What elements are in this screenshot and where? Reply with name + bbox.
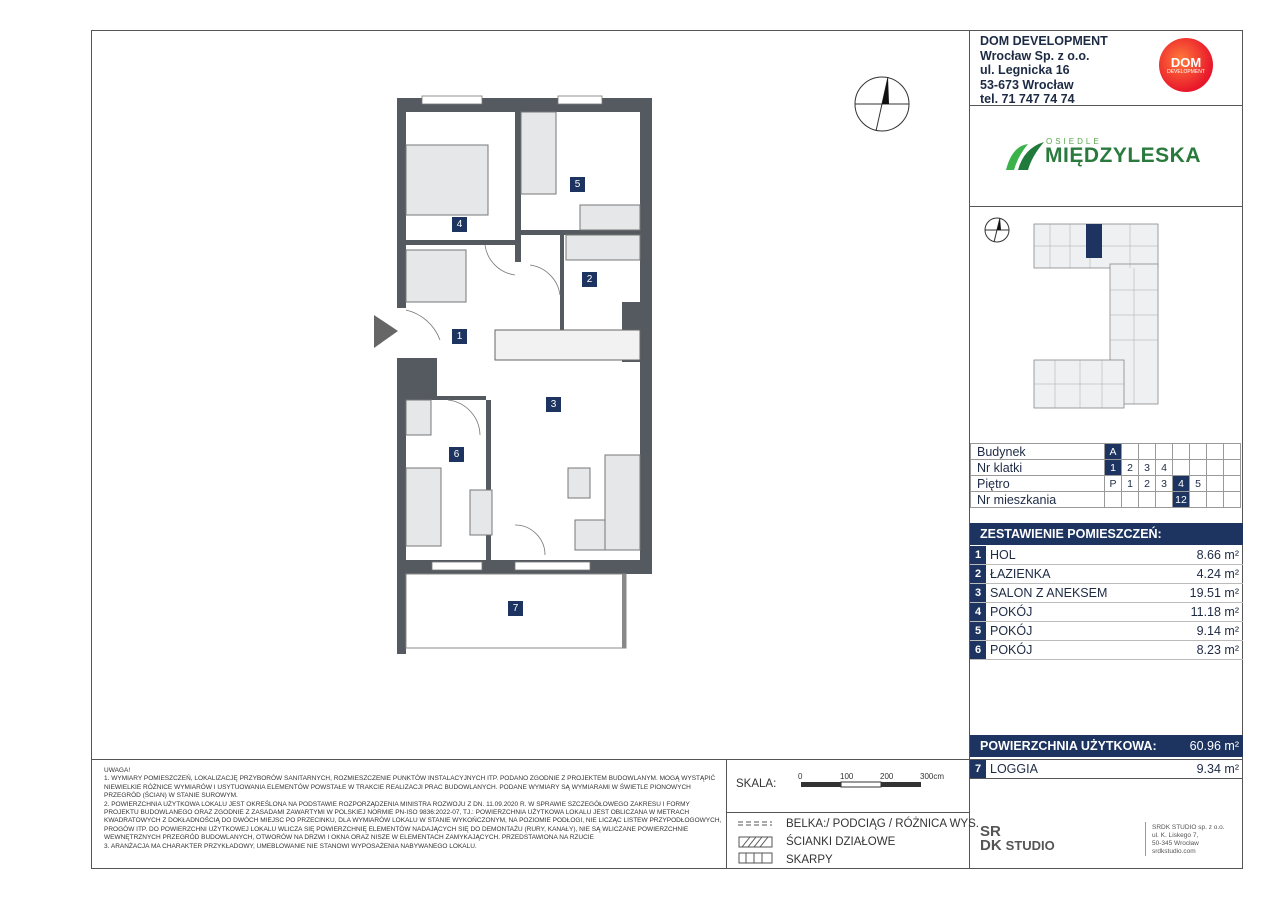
building-keyplan: [1030, 220, 1170, 412]
pietro-value: P: [1105, 476, 1122, 492]
divider: [969, 206, 1243, 207]
budynek-label: Budynek: [971, 444, 1105, 460]
room-name: ŁAZIENKA: [990, 567, 1051, 581]
pietro-value: 4: [1173, 476, 1190, 492]
room-area: 11.18 m²: [1190, 605, 1239, 619]
rooms-list: [970, 546, 1243, 660]
company-info: [980, 34, 1108, 107]
usable-area-value: 60.96 m²: [1189, 739, 1239, 753]
srdk-logo-word: STUDIO: [1005, 838, 1055, 853]
plan-label-room5: 5: [570, 177, 585, 192]
plan-label-loggia: 7: [508, 601, 523, 616]
plan-label-living: 3: [546, 397, 561, 412]
mieszkanie-label: Nr mieszkania: [971, 492, 1105, 508]
plan-label-hol: 1: [452, 329, 467, 344]
company-phone: tel. 71 747 74 74: [980, 92, 1075, 106]
keyplan-compass-icon: [983, 216, 1011, 244]
room-name: POKÓJ: [990, 643, 1033, 657]
room-area: 8.66 m²: [1196, 548, 1239, 562]
divider: [1145, 822, 1146, 856]
dom-logo-text: DOM: [1170, 54, 1202, 70]
srdk-logo-l2: DK: [980, 837, 1002, 854]
room-area: 19.51 m²: [1189, 586, 1239, 600]
loggia-row-wrap: [970, 760, 1243, 779]
studio-addr-1: SRDK STUDIO sp. z o.o.: [1152, 824, 1225, 831]
klatka-value: 3: [1139, 460, 1156, 476]
klatka-value: 1: [1105, 460, 1122, 476]
room-number: 2: [970, 565, 986, 583]
plan-label-bathroom: 2: [582, 272, 597, 287]
legend-partition: ŚCIANKI DZIAŁOWE: [786, 836, 896, 848]
room-number: 3: [970, 584, 986, 602]
notes-title: UWAGA!: [104, 767, 131, 774]
pietro-value: 1: [1122, 476, 1139, 492]
room-row: [970, 603, 1243, 622]
room-row: [970, 622, 1243, 641]
notes: [104, 767, 726, 851]
company-line2: Wrocław Sp. z o.o.: [980, 48, 1090, 63]
klatka-label: Nr klatki: [971, 460, 1105, 476]
dom-logo-sub: DEVELOPMENT: [1167, 68, 1205, 75]
dom-logo: [1159, 38, 1213, 92]
room-number: 5: [970, 622, 986, 640]
estate-leaf-icon: [1004, 138, 1046, 172]
room-row: [970, 546, 1243, 565]
scale-bar: [800, 781, 928, 789]
loggia-number: 7: [970, 760, 986, 778]
rooms-header: ZESTAWIENIE POMIESZCZEŃ:: [970, 523, 1243, 545]
studio-addr-2: ul. K. Liskego 7,: [1152, 832, 1199, 839]
studio-addr-3: 50-345 Wrocław: [1152, 840, 1199, 847]
scale-tick: 0: [798, 772, 803, 781]
note-3: 3. ARANŻACJA MA CHARAKTER PRZYKŁADOWY, UMEBLOWANIE NIE STANOWI WYPOSAŻENIA NABYWANEGO LOKALU.: [104, 842, 477, 850]
klatka-value: 2: [1122, 460, 1139, 476]
scale-tick: 200: [880, 772, 894, 781]
mieszkanie-value: 12: [1173, 492, 1190, 508]
loggia-name: LOGGIA: [990, 762, 1038, 776]
scale-tick: 100: [840, 772, 854, 781]
note-1: 1. WYMIARY POMIESZCZEŃ, LOKALIZACJĘ PRZYBORÓW SANITARNYCH, ROZMIESZCZENIE PUNKTÓW INSTALACYJNYCH ITP. PODANO ZGODNIE Z PROJEKTEM BUDOWLANYM. MOGĄ WYSTĄPIĆ NIEWIELKIE RÓŻNICE WYMIARÓW I USYTUOWANIA ELEMENTÓW POWSTAŁE W TRAKCIE REALIZACJI PRAC BUDOWLANYCH. PODANE WYMIARY SĄ WYMIARAMI W ŚWIETLE PIONOWYCH PRZEGRÓD (ŚCIAN) W STANIE SUROWYM.: [104, 775, 716, 800]
plan-label-room6: 6: [449, 447, 464, 462]
scale-label: SKALA:: [736, 778, 777, 790]
room-area: 8.23 m²: [1196, 643, 1239, 657]
room-name: SALON Z ANEKSEM: [990, 586, 1108, 600]
room-area: 9.14 m²: [1196, 624, 1239, 638]
floor-plan: [360, 90, 660, 660]
room-name: POKÓJ: [990, 605, 1033, 619]
usable-area-label: POWIERZCHNIA UŻYTKOWA:: [980, 739, 1157, 753]
divider: [726, 812, 969, 813]
room-name: POKÓJ: [990, 624, 1033, 638]
loggia-area: 9.34 m²: [1196, 762, 1239, 776]
srdk-logo: [980, 825, 1055, 853]
studio-addr-4: srdkstudio.com: [1152, 848, 1196, 855]
srdk-logo-l1: SR: [980, 823, 1001, 840]
legend-beam: BELKA:/ PODCIĄG / RÓŻNICA WYS.: [786, 818, 979, 830]
compass-icon: [852, 74, 912, 134]
pietro-value: 2: [1139, 476, 1156, 492]
room-row: [970, 565, 1243, 584]
room-row: [970, 584, 1243, 603]
legend-slope: SKARPY: [786, 854, 833, 866]
company-city: 53-673 Wrocław: [980, 77, 1074, 92]
klatka-value: 4: [1156, 460, 1173, 476]
plan-label-room4: 4: [452, 217, 467, 232]
divider: [726, 759, 727, 869]
company-street: ul. Legnicka 16: [980, 63, 1070, 77]
room-number: 6: [970, 641, 986, 659]
estate-name: MIĘDZYLESKA: [1045, 144, 1202, 167]
estate-prefix: OSIEDLE: [1046, 137, 1102, 146]
room-area: 4.24 m²: [1196, 567, 1239, 581]
room-number: 1: [970, 546, 986, 564]
room-name: HOL: [990, 548, 1016, 562]
pietro-value: 3: [1156, 476, 1173, 492]
usable-area-bar: [970, 735, 1243, 757]
building-info-table: [970, 443, 1241, 508]
legend-symbols: [736, 817, 776, 865]
room-number: 4: [970, 603, 986, 621]
scale-tick: 300cm: [920, 772, 945, 781]
budynek-value: A: [1105, 444, 1122, 460]
pietro-value: 5: [1190, 476, 1207, 492]
room-row: [970, 641, 1243, 660]
studio-address: [1152, 824, 1225, 856]
loggia-row: [970, 760, 1243, 779]
company-name: DOM DEVELOPMENT: [980, 34, 1108, 48]
pietro-label: Piętro: [971, 476, 1105, 492]
note-2: 2. POWIERZCHNIA UŻYTKOWA LOKALU JEST OKREŚLONA NA PODSTAWIE ROZPORZĄDZENIA MINISTRA ROZWOJU Z DN. 11.09.2020 R. W SPRAWIE SZCZEGÓŁOWEGO ZAKRESU I FORMY PROJEKTU BUDOWLANEGO ORAZ ZGODNIE Z ZASADAMI ZAWARTYMI W POLSKIEJ NORMIE PN-ISO 9836:2022-07, TJ.: POWIERZCHNIA UŻYTKOWA LOKALU JEST OBLICZANA W METRACH KWADRATOWYCH Z DOKŁADNOŚCIĄ DO DWÓCH MIEJSC PO PRZECINKU, DLA WYMIARÓW LOKALU W STANIE WYKOŃCZONYM, NA POZIOMIE PODŁOGI, NIE LICZĄC LISTEW PRZYPODŁOGOWYCH, PROGÓW ITP. DO POWIERZCHNI UŻYTKOWEJ LOKALU WLICZA SIĘ POWIERZCHNIĘ ELEMENTÓW NADAJĄCYCH SIĘ DO DEMONTAŻU (RURY, KANAŁY), NIE SĄ WLICZANE POWIERZCHNIE WEWNĘTRZNYCH PRZEGRÓD BUDOWLANYCH, OTWORÓW NA DRZWI I OKNA ORAZ NISZE W ELEMENTACH ZAMYKAJĄCYCH. PRZEDSTAWIONA NA RZUCIE: [104, 800, 722, 842]
